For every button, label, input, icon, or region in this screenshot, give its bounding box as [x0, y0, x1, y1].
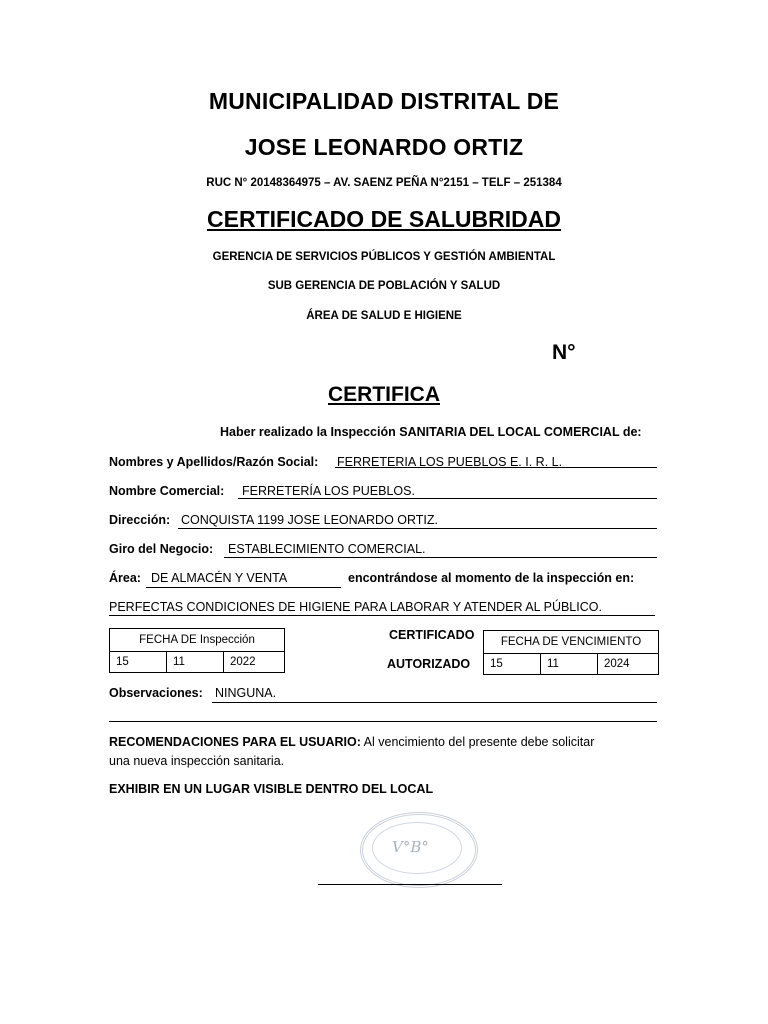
giro-label: Giro del Negocio: [109, 542, 214, 556]
expiry-month: 11 [541, 654, 598, 675]
giro-underline [224, 557, 657, 558]
recomendaciones-paragraph [109, 735, 669, 749]
observaciones-value: NINGUNA. [215, 686, 277, 700]
intro-text: Haber realizado la Inspección SANITARIA DEL LOCAL COMERCIAL de: [220, 425, 642, 439]
razon-social-value: FERRETERIA LOS PUEBLOS E. I. R. L. [337, 455, 563, 469]
expiry-date-table [483, 630, 659, 675]
observaciones-underline [212, 702, 657, 703]
observaciones-label: Observaciones: [109, 686, 203, 700]
area-field-label: Área: [109, 571, 141, 585]
subgerencia-line: SUB GERENCIA DE POBLACIÓN Y SALUD [267, 280, 501, 292]
condiciones-underline [109, 615, 655, 616]
recomendaciones-text-1: Al vencimiento del presente debe solicitar [363, 735, 595, 749]
expiry-year: 2024 [598, 654, 659, 675]
autorizado-label: AUTORIZADO [387, 657, 471, 671]
exhibir-notice: EXHIBIR EN UN LUGAR VISIBLE DENTRO DEL LOCAL [109, 782, 434, 796]
area-line: ÁREA DE SALUD E HIGIENE [306, 310, 462, 322]
area-field-underline [146, 587, 341, 588]
condiciones-value: PERFECTAS CONDICIONES DE HIGIENE PARA LABORAR Y ATENDER AL PÚBLICO. [109, 600, 602, 614]
nombre-comercial-label: Nombre Comercial: [109, 484, 225, 498]
inspection-date-table [109, 628, 285, 673]
certificate-number-label: N° [552, 341, 576, 364]
encontrandose-text: encontrándose al momento de la inspección en: [348, 571, 635, 585]
seal-vb-text: V°B° [392, 838, 429, 856]
gerencia-line: GERENCIA DE SERVICIOS PÚBLICOS Y GESTIÓN AMBIENTAL [212, 251, 556, 263]
nombre-comercial-value: FERRETERÍA LOS PUEBLOS. [242, 484, 415, 498]
inspection-day: 15 [110, 652, 167, 673]
recomendaciones-label: RECOMENDACIONES PARA EL USUARIO: [109, 735, 361, 749]
razon-social-underline [335, 467, 657, 468]
inspection-year: 2022 [224, 652, 285, 673]
giro-value: ESTABLECIMIENTO COMERCIAL. [228, 542, 426, 556]
certificate-title: CERTIFICADO DE SALUBRIDAD [207, 206, 561, 232]
certificado-label: CERTIFICADO [389, 628, 475, 642]
direccion-value: CONQUISTA 1199 JOSE LEONARDO ORTIZ. [181, 513, 439, 527]
ruc-address-line: RUC N° 20148364975 – AV. SAENZ PEÑA N°2151 – TELF – 251384 [206, 177, 562, 189]
nombre-comercial-underline [238, 498, 657, 499]
inspection-month: 11 [167, 652, 224, 673]
direccion-label: Dirección: [109, 513, 171, 527]
razon-social-label: Nombres y Apellidos/Razón Social: [109, 455, 319, 469]
inspection-date-header: FECHA DE Inspección [110, 629, 285, 652]
expiry-day: 15 [484, 654, 541, 675]
municipality-title-line1: MUNICIPALIDAD DISTRITAL DE [208, 88, 560, 114]
certifica-heading: CERTIFICA [328, 383, 440, 406]
signature-line [318, 884, 502, 885]
direccion-underline [178, 528, 657, 529]
municipality-title-line2: JOSE LEONARDO ORTIZ [244, 134, 524, 160]
recomendaciones-text-2: una nueva inspección sanitaria. [109, 754, 285, 768]
area-field-value: DE ALMACÉN Y VENTA [151, 571, 288, 585]
expiry-date-header: FECHA DE VENCIMIENTO [484, 631, 659, 654]
observaciones-extra-line [109, 721, 657, 722]
